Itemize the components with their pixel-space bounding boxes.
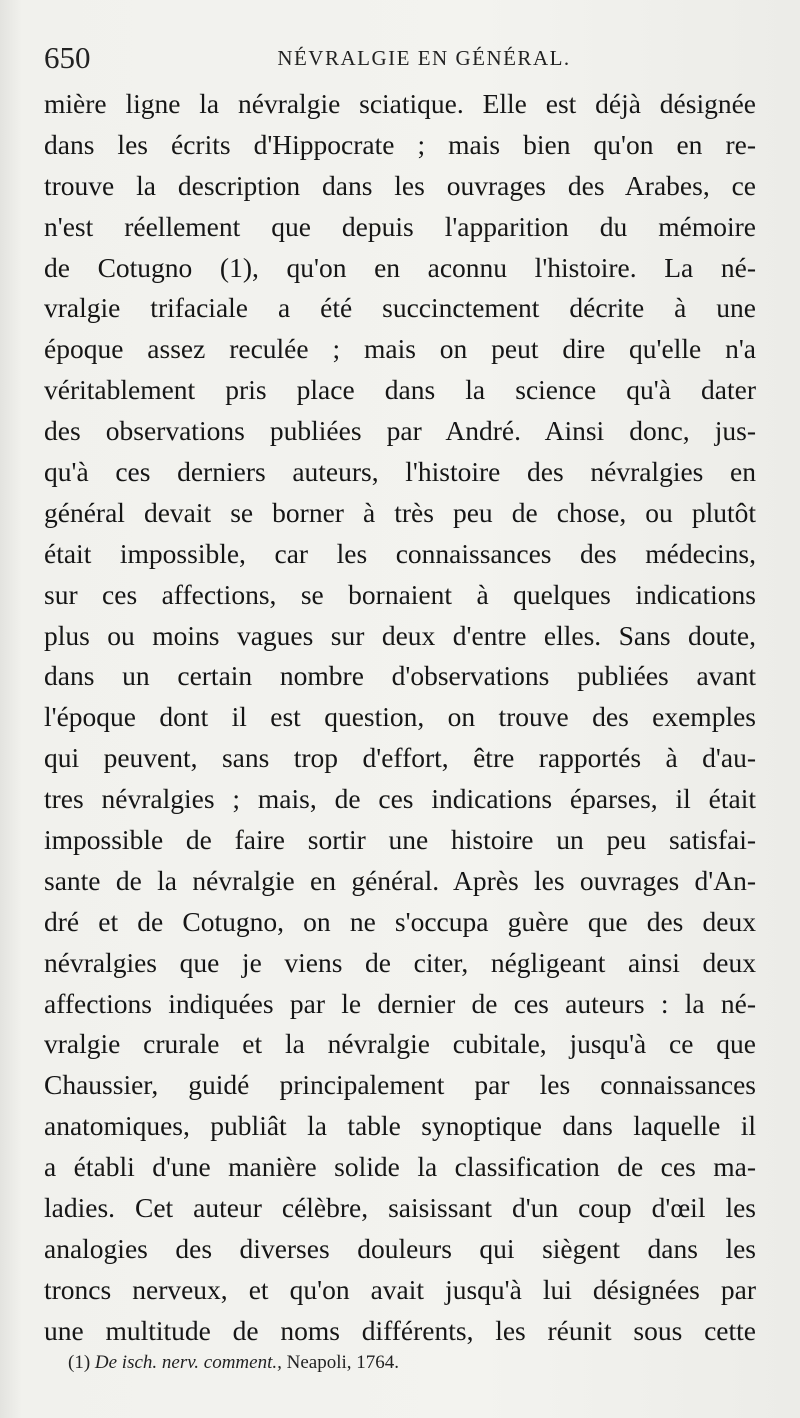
body-text bbox=[44, 84, 756, 1352]
text-line: sante de la névralgie en général. Après les ouvrages d'An- bbox=[44, 864, 756, 896]
text-line: sur ces affections, se bornaient à quelques indications bbox=[44, 578, 756, 610]
text-line: trouve la description dans les ouvrages des Arabes, ce bbox=[44, 169, 756, 201]
text-line: Chaussier, guidé principalement par les connaissances bbox=[44, 1069, 756, 1101]
text-line: affections indiquées par le dernier de ces auteurs : la né- bbox=[44, 987, 756, 1019]
text-line: général devait se borner à très peu de chose, ou plutôt bbox=[44, 496, 756, 528]
text-line: de Cotugno (1), qu'on en aconnu l'histoire. La né- bbox=[44, 251, 756, 283]
text-line: vralgie trifaciale a été succinctement décrite à une bbox=[44, 292, 756, 324]
text-line: était impossible, car les connaissances des médecins, bbox=[44, 537, 756, 569]
text-line: véritablement pris place dans la science qu'à dater bbox=[44, 374, 756, 406]
text-line: troncs nerveux, et qu'on avait jusqu'à lui désignées par bbox=[44, 1273, 756, 1305]
page-header bbox=[44, 38, 764, 78]
text-line: névralgies que je viens de citer, négligeant ainsi deux bbox=[44, 946, 756, 978]
text-line: qui peuvent, sans trop d'effort, être rapportés à d'au- bbox=[44, 742, 756, 774]
text-line: l'époque dont il est question, on trouve des exemples bbox=[44, 701, 756, 733]
text-line: qu'à ces derniers auteurs, l'histoire des névralgies en bbox=[44, 456, 756, 488]
text-line: vralgie crurale et la névralgie cubitale, jusqu'à ce que bbox=[44, 1028, 756, 1060]
text-line: une multitude de noms différents, les réunit sous cette bbox=[44, 1314, 756, 1346]
footnote-marker: (1) bbox=[68, 1352, 91, 1373]
footnote-reference: Neapoli, 1764. bbox=[286, 1352, 400, 1373]
text-line: a établi d'une manière solide la classification de ces ma- bbox=[44, 1151, 756, 1183]
text-line: plus ou moins vagues sur deux d'entre elles. Sans doute, bbox=[44, 619, 756, 651]
footnote bbox=[68, 1348, 399, 1378]
footnote-title: De isch. nerv. comment., bbox=[94, 1352, 282, 1373]
text-line: dans un certain nombre d'observations publiées avant bbox=[44, 660, 756, 692]
text-line: des observations publiées par André. Ainsi donc, jus- bbox=[44, 415, 756, 447]
text-line: impossible de faire sortir une histoire un peu satisfai- bbox=[44, 824, 756, 856]
text-line: analogies des diverses douleurs qui siègent dans les bbox=[44, 1232, 756, 1264]
text-line: mière ligne la névralgie sciatique. Elle est déjà désignée bbox=[44, 88, 756, 119]
text-line: dans les écrits d'Hippocrate ; mais bien qu'on en re- bbox=[44, 128, 756, 160]
text-line: dré et de Cotugno, on ne s'occupa guère que des deux bbox=[44, 905, 756, 937]
text-line: tres névralgies ; mais, de ces indications éparses, il était bbox=[44, 783, 756, 815]
text-line: ladies. Cet auteur célèbre, saisissant d'un coup d'œil les bbox=[44, 1192, 756, 1224]
running-title: NÉVRALGIE EN GÉNÉRAL. bbox=[277, 46, 571, 70]
page-number: 650 bbox=[44, 40, 91, 75]
text-line: n'est réellement que depuis l'apparition du mémoire bbox=[44, 210, 756, 242]
text-line: anatomiques, publiât la table synoptique dans laquelle il bbox=[44, 1110, 756, 1142]
text-line: époque assez reculée ; mais on peut dire qu'elle n'a bbox=[44, 333, 756, 365]
